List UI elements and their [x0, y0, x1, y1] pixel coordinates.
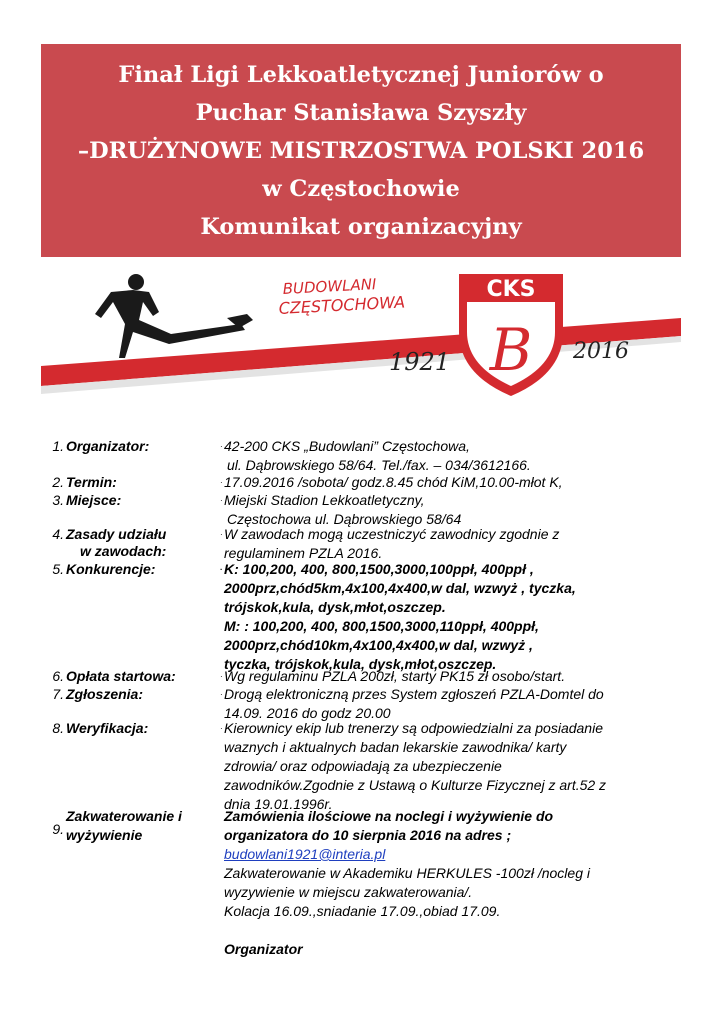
item-number: 1.	[52, 438, 64, 454]
item-number: 4.	[52, 526, 64, 542]
email-link[interactable]: budowlani1921@interia.pl	[224, 846, 386, 862]
item-value: Wg regulaminu PZLA 200zł, starty PK15 zł osobo/start.	[224, 668, 566, 684]
item-value: K: 100,200, 400, 800,1500,3000,100ppł, 400ppł , 2000prz,chód5km,4x100,4x400,w dal, wzwyż , tyczka, trójskok,kula, dysk,młot,oszczep. M: : 100,200, 400, 800,1500,3000,110ppł, 400ppł, 2000prz,chód10km,4x100,4x400,w dal, wzwyż , tyczka, trójskok,kula, dysk,młot,oszczep.	[224, 561, 576, 672]
club-name-line2: CZĘSTOCHOWA	[278, 292, 406, 318]
item-value: 17.09.2016 /sobota/ godz.8.45 chód KiM,10.00-młot K,	[224, 474, 563, 490]
athlete-silhouette-icon	[95, 274, 253, 358]
title-line-4: w Częstochowie	[262, 175, 460, 202]
bullet-icon: ·	[220, 496, 223, 505]
title-line-3: –DRUŻYNOWE MISTRZOSTWA POLSKI 2016	[77, 137, 645, 164]
cks-shield-icon	[459, 274, 563, 396]
item-label: Weryfikacja:	[66, 720, 149, 736]
item-label: Termin:	[66, 474, 117, 490]
item-number: 5.	[52, 561, 64, 577]
item-number: 8.	[52, 720, 64, 736]
title-banner	[41, 44, 681, 257]
bullet-icon: ·	[220, 565, 223, 574]
item-label: Konkurencje:	[66, 561, 156, 577]
bullet-icon: ·	[220, 724, 223, 733]
bullet-icon: ·	[220, 478, 223, 487]
item-number: 3.	[52, 492, 64, 508]
year-left: 1921	[389, 348, 451, 376]
item-number: 2.	[52, 474, 64, 490]
item-label-cont: w zawodach:	[80, 543, 167, 559]
bullet-icon: ·	[220, 672, 223, 681]
year-right: 2016	[573, 339, 629, 364]
club-logo-banner	[41, 262, 681, 402]
item-value: Drogą elektroniczną przes System zgłoszeń PZLA-Domtel do 14.09. 2016 do godz 20.00	[224, 686, 604, 721]
item-value: W zawodach mogą uczestniczyć zawodnicy zgodnie z regulaminem PZLA 2016.	[224, 526, 560, 561]
title-line-1: Finał Ligi Lekkoatletycznej Juniorów o	[118, 61, 604, 88]
item-value: Zamówienia ilościowe na noclegi i wyżywienie do organizatora do 10 sierpnia 2016 na adres ; budowlani1921@interia.pl Zakwaterowanie w Akademiku HERKULES -100zł /nocleg i wyzywienie w miejscu zakwaterowania/. Kolacja 16.09.,sniadanie 17.09.,obiad 17.09. Organizator	[224, 807, 686, 959]
item-label-cont: wyżywienie	[66, 827, 143, 843]
title-line-5: Komunikat organizacyjny	[200, 213, 522, 240]
item-number: 6.	[52, 668, 64, 684]
item-label: Miejsce:	[66, 492, 122, 508]
title-line-2: Puchar Stanisława Szyszły	[195, 99, 527, 126]
bullet-icon: ·	[220, 690, 223, 699]
signature-organizator: Organizator	[224, 941, 303, 957]
item-number: 7.	[52, 686, 64, 702]
item-label: Opłata startowa:	[66, 668, 176, 684]
shield-letter: B	[489, 316, 533, 384]
item-label: Zakwaterowanie i	[66, 808, 182, 824]
item-label: Zasady udziału	[66, 526, 167, 542]
item-label: Organizator:	[66, 438, 150, 454]
item-label: Zgłoszenia:	[66, 686, 144, 702]
item-number: 9.	[52, 821, 64, 837]
item-value: Kierownicy ekip lub trenerzy są odpowiedzialni za posiadanie waznych i aktualnych badan lekarskie zawodnika/ karty zdrowia/ oraz odpowiadają za ubezpieczenie zawodników.Zgodnie z Ustawą o Kulturze Fizycznej z art.52 z dnia 19.01.1996r.	[224, 720, 607, 812]
bullet-icon: ·	[220, 442, 223, 451]
club-name-line1: BUDOWLANI	[282, 275, 377, 298]
bullet-icon: ·	[220, 530, 223, 539]
item-value: Miejski Stadion Lekkoatletyczny, Częstochowa ul. Dąbrowskiego 58/64	[224, 492, 462, 527]
shield-text: CKS	[486, 277, 536, 302]
item-value: 42-200 CKS „Budowlani” Częstochowa, ul. Dąbrowskiego 58/64. Tel./fax. – 034/3612166.	[224, 438, 531, 473]
